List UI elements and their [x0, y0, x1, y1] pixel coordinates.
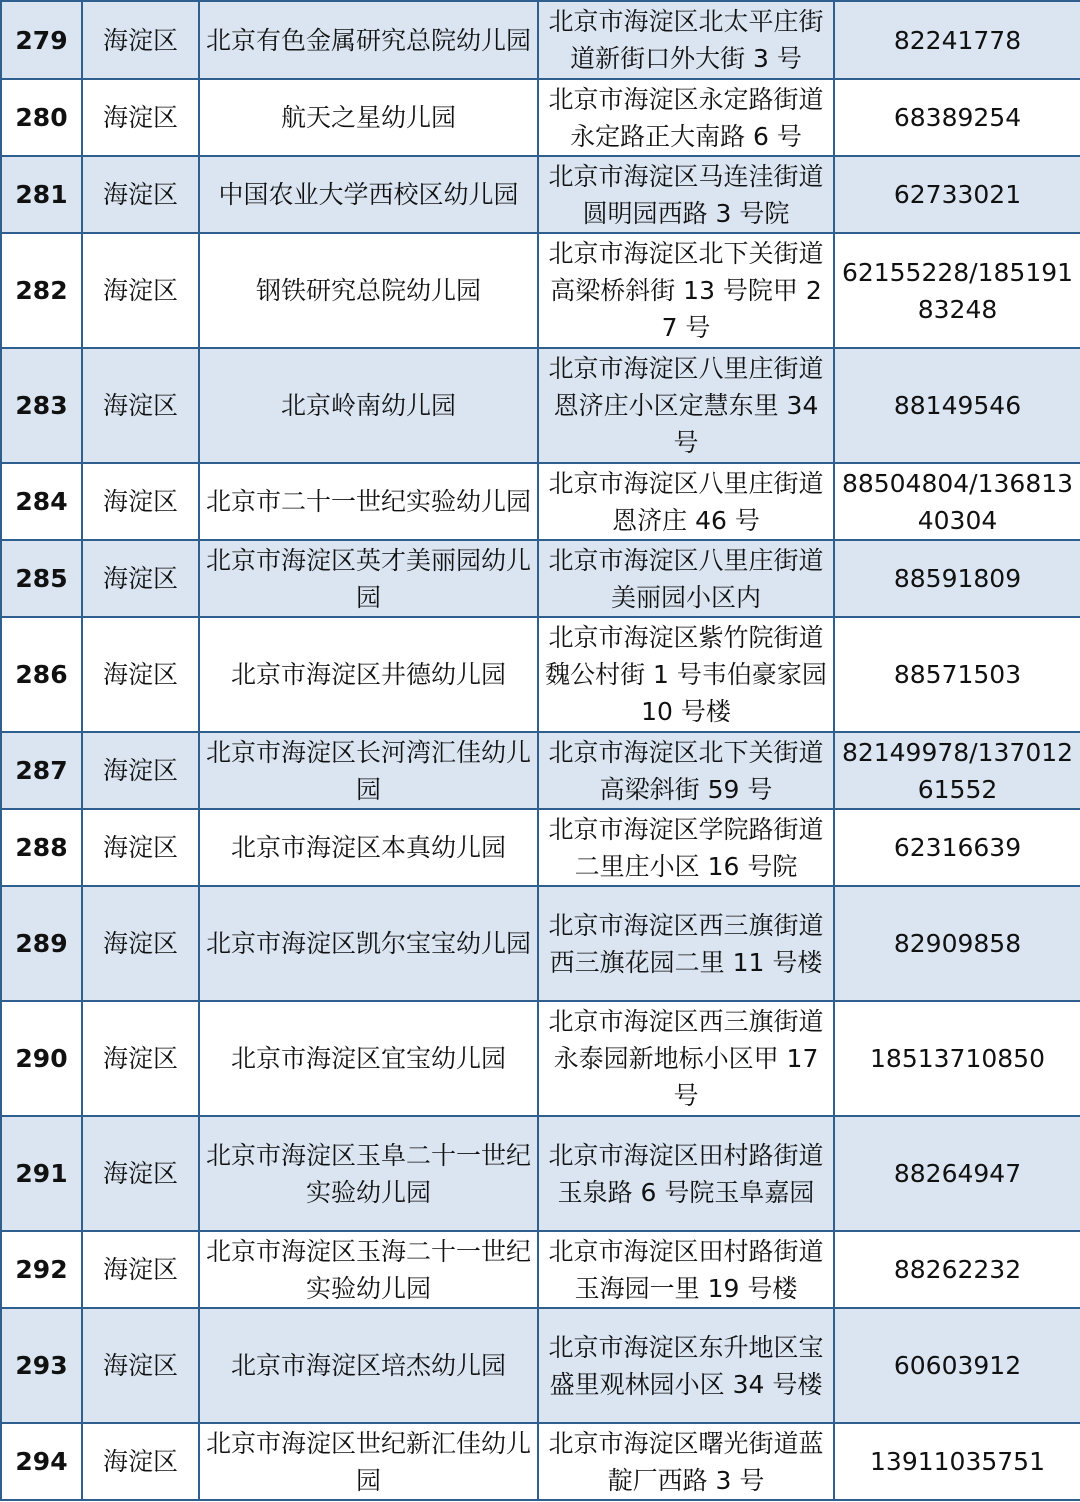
address-cell: 北京市海淀区八里庄街道美丽园小区内 [538, 540, 834, 617]
phone-cell: 88504804/13681340304 [834, 463, 1080, 540]
kindergarten-name-cell: 北京市海淀区凯尔宝宝幼儿园 [199, 886, 538, 1001]
table-row [1, 156, 1080, 233]
kindergarten-name-cell: 北京市海淀区培杰幼儿园 [199, 1308, 538, 1423]
row-number: 291 [1, 1116, 82, 1231]
address-cell: 北京市海淀区西三旗街道西三旗花园二里 11 号楼 [538, 886, 834, 1001]
row-number: 284 [1, 463, 82, 540]
phone-cell: 13911035751 [834, 1423, 1080, 1500]
row-number: 280 [1, 79, 82, 156]
phone-cell: 82149978/13701261552 [834, 732, 1080, 809]
district-cell: 海淀区 [82, 886, 199, 1001]
district-cell: 海淀区 [82, 79, 199, 156]
phone-cell: 18513710850 [834, 1001, 1080, 1116]
kindergarten-name-cell: 航天之星幼儿园 [199, 79, 538, 156]
address-cell: 北京市海淀区八里庄街道恩济庄小区定慧东里 34 号 [538, 348, 834, 463]
table-row [1, 886, 1080, 1001]
address-cell: 北京市海淀区田村路街道玉海园一里 19 号楼 [538, 1231, 834, 1308]
row-number: 287 [1, 732, 82, 809]
row-number: 283 [1, 348, 82, 463]
table-row [1, 1231, 1080, 1308]
row-number: 293 [1, 1308, 82, 1423]
district-cell: 海淀区 [82, 233, 199, 348]
address-cell: 北京市海淀区八里庄街道恩济庄 46 号 [538, 463, 834, 540]
table-row [1, 732, 1080, 809]
phone-cell: 88262232 [834, 1231, 1080, 1308]
phone-cell: 88591809 [834, 540, 1080, 617]
table-row [1, 1116, 1080, 1231]
address-cell: 北京市海淀区学院路街道二里庄小区 16 号院 [538, 809, 834, 886]
district-cell: 海淀区 [82, 348, 199, 463]
kindergarten-name-cell: 北京有色金属研究总院幼儿园 [199, 1, 538, 79]
kindergarten-name-cell: 北京市海淀区世纪新汇佳幼儿 园 [199, 1423, 538, 1500]
kindergarten-name-cell: 北京市海淀区井德幼儿园 [199, 617, 538, 732]
district-cell: 海淀区 [82, 1001, 199, 1116]
address-cell: 北京市海淀区紫竹院街道魏公村街 1 号韦伯豪家园 10 号楼 [538, 617, 834, 732]
table-row [1, 348, 1080, 463]
kindergarten-name-cell: 中国农业大学西校区幼儿园 [199, 156, 538, 233]
phone-cell: 88149546 [834, 348, 1080, 463]
phone-cell: 60603912 [834, 1308, 1080, 1423]
row-number: 282 [1, 233, 82, 348]
phone-cell: 82909858 [834, 886, 1080, 1001]
row-number: 289 [1, 886, 82, 1001]
address-cell: 北京市海淀区东升地区宝盛里观林园小区 34 号楼 [538, 1308, 834, 1423]
address-cell: 北京市海淀区马连洼街道圆明园西路 3 号院 [538, 156, 834, 233]
district-cell: 海淀区 [82, 732, 199, 809]
phone-cell: 88571503 [834, 617, 1080, 732]
phone-cell: 68389254 [834, 79, 1080, 156]
address-cell: 北京市海淀区永定路街道永定路正大南路 6 号 [538, 79, 834, 156]
table-row [1, 809, 1080, 886]
phone-cell: 62733021 [834, 156, 1080, 233]
row-number: 290 [1, 1001, 82, 1116]
kindergarten-name-cell: 北京市二十一世纪实验幼儿园 [199, 463, 538, 540]
district-cell: 海淀区 [82, 1231, 199, 1308]
kindergarten-name-cell: 北京市海淀区本真幼儿园 [199, 809, 538, 886]
row-number: 292 [1, 1231, 82, 1308]
table-row [1, 463, 1080, 540]
district-cell: 海淀区 [82, 540, 199, 617]
district-cell: 海淀区 [82, 809, 199, 886]
row-number: 279 [1, 1, 82, 79]
table-row [1, 617, 1080, 732]
district-cell: 海淀区 [82, 1308, 199, 1423]
row-number: 285 [1, 540, 82, 617]
row-number: 294 [1, 1423, 82, 1500]
address-cell: 北京市海淀区曙光街道蓝靛厂西路 3 号 [538, 1423, 834, 1500]
table-row [1, 1423, 1080, 1500]
district-cell: 海淀区 [82, 1, 199, 79]
kindergarten-name-cell: 北京岭南幼儿园 [199, 348, 538, 463]
address-cell: 北京市海淀区北下关街道高梁桥斜街 13 号院甲 27 号 [538, 233, 834, 348]
phone-cell: 82241778 [834, 1, 1080, 79]
district-cell: 海淀区 [82, 463, 199, 540]
row-number: 286 [1, 617, 82, 732]
kindergarten-name-cell: 北京市海淀区玉阜二十一世纪 实验幼儿园 [199, 1116, 538, 1231]
address-cell: 北京市海淀区西三旗街道永泰园新地标小区甲 17 号 [538, 1001, 834, 1116]
table-row [1, 1, 1080, 79]
table-row [1, 79, 1080, 156]
table-row [1, 1001, 1080, 1116]
address-cell: 北京市海淀区田村路街道玉泉路 6 号院玉阜嘉园 [538, 1116, 834, 1231]
kindergarten-name-cell: 北京市海淀区英才美丽园幼儿 园 [199, 540, 538, 617]
row-number: 288 [1, 809, 82, 886]
kindergarten-name-cell: 北京市海淀区宜宝幼儿园 [199, 1001, 538, 1116]
address-cell: 北京市海淀区北下关街道高梁斜街 59 号 [538, 732, 834, 809]
row-number: 281 [1, 156, 82, 233]
table-row [1, 540, 1080, 617]
phone-cell: 62155228/18519183248 [834, 233, 1080, 348]
district-cell: 海淀区 [82, 1423, 199, 1500]
district-cell: 海淀区 [82, 156, 199, 233]
phone-cell: 88264947 [834, 1116, 1080, 1231]
district-cell: 海淀区 [82, 1116, 199, 1231]
kindergarten-name-cell: 北京市海淀区玉海二十一世纪 实验幼儿园 [199, 1231, 538, 1308]
district-cell: 海淀区 [82, 617, 199, 732]
address-cell: 北京市海淀区北太平庄街道新街口外大街 3 号 [538, 1, 834, 79]
kindergarten-name-cell: 北京市海淀区长河湾汇佳幼儿 园 [199, 732, 538, 809]
table-row [1, 1308, 1080, 1423]
table-row [1, 233, 1080, 348]
kindergarten-name-cell: 钢铁研究总院幼儿园 [199, 233, 538, 348]
phone-cell: 62316639 [834, 809, 1080, 886]
